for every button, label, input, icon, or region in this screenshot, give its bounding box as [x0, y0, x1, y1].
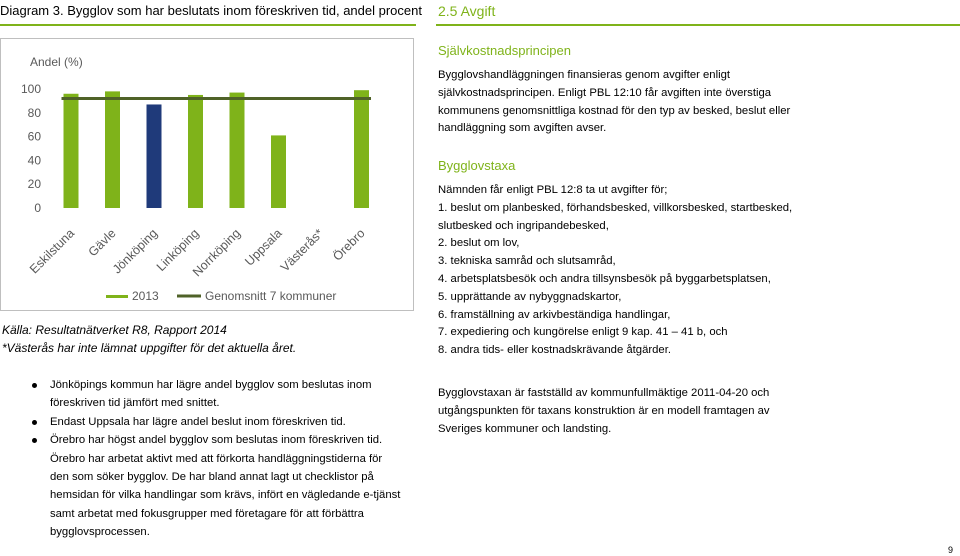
- text-line: Bygglovstaxan är fastställd av kommunfullmäktige 2011-04-20 och: [438, 387, 770, 399]
- title-rule-right: [436, 24, 960, 26]
- text-line: Sveriges kommuner och landsting.: [438, 422, 612, 435]
- x-tick-label: Uppsala: [242, 226, 285, 269]
- diagram-title: Diagram 3. Bygglov som har beslutats inom föreskriven tid, andel procent: [0, 3, 422, 18]
- legend-swatch-2013: [106, 295, 128, 298]
- y-tick-label: 0: [34, 201, 41, 215]
- text-line: Bygglovshandläggningen finansieras genom avgifter enligt: [438, 69, 731, 81]
- chart-source: [2, 321, 296, 357]
- text-line: 8. andra tids- eller kostnadskrävande åtgärder.: [438, 344, 671, 357]
- title-rule-left: [0, 24, 416, 26]
- legend-label-average: Genomsnitt 7 kommuner: [205, 289, 337, 303]
- bullet-item: Jönköpings kommun har lägre andel bygglov som beslutas inom föreskriven tid jämfört med snittet.: [30, 376, 402, 413]
- paragraph-sjalvkostnad: [438, 67, 790, 138]
- text-line: självkostnadsprincipen. Enligt PBL 12:10 får avgiften inte överstiga: [438, 86, 772, 99]
- bullet-item: Endast Uppsala har lägre andel beslut inom föreskriven tid.: [30, 413, 402, 431]
- text-line: 3. tekniska samråd och slutsamråd,: [438, 255, 616, 268]
- x-tick-label: Västerås*: [277, 226, 327, 275]
- text-line: 5. upprättande av nybyggnadskartor,: [438, 290, 622, 303]
- bar-linköping: [188, 95, 203, 208]
- y-axis-label: Andel (%): [30, 55, 83, 69]
- text-line: utgångspunkten för taxans konstruktion är en modell framtagen av: [438, 404, 770, 417]
- bullet-item: Örebro har högst andel bygglov som beslutas inom föreskriven tid. Örebro har arbetat aktivt med att förkorta handläggningstiderna för den som söker bygglov. De har bland annat lagt ut checklistor på hemsidan för vilka handlingar som krävs, infört en vägledande e-tjänst samt arbetat med fokusgrupper med företagare för att förbättra bygglovsprocessen.: [30, 431, 402, 541]
- bar-örebro: [354, 90, 369, 208]
- section-title: 2.5 Avgift: [438, 3, 496, 19]
- source-line: Källa: Resultatnätverket R8, Rapport 2014: [2, 323, 227, 337]
- text-line: Nämnden får enligt PBL 12:8 ta ut avgifter för;: [438, 184, 668, 196]
- text-line: 4. arbetsplatsbesök och andra tillsynsbesök på byggarbetsplatsen,: [438, 272, 771, 285]
- x-tick-label: Jönköping: [109, 226, 161, 277]
- bar-norrköping: [230, 93, 245, 208]
- x-tick-label: Gävle: [85, 226, 119, 260]
- text-line: 1. beslut om planbesked, förhandsbesked, villkorsbesked, startbesked,: [438, 201, 793, 214]
- x-tick-label: Norrköping: [189, 226, 244, 280]
- y-tick-label: 80: [27, 105, 41, 120]
- bullet-list: [30, 376, 402, 542]
- x-tick-label: Eskilstuna: [26, 226, 78, 277]
- text-line: kommunens genomsnittliga kostnad för den typ av besked, beslut eller: [438, 104, 791, 117]
- legend-label-2013: 2013: [132, 289, 159, 303]
- text-line: slutbesked och ingripandebesked,: [438, 219, 609, 232]
- y-tick-label: 60: [27, 129, 41, 144]
- y-tick-label: 20: [27, 177, 41, 192]
- heading-bygglovstaxa: Bygglovstaxa: [438, 158, 516, 173]
- y-tick-label: 40: [27, 153, 41, 168]
- x-tick-label: Linköping: [153, 226, 202, 274]
- paragraph-avgifter: [438, 182, 792, 360]
- text-line: handläggning som avgiften avser.: [438, 122, 607, 135]
- text-line: 2. beslut om lov,: [438, 237, 520, 250]
- footnote-line: *Västerås har inte lämnat uppgifter för det aktuella året.: [2, 341, 297, 355]
- heading-sjalvkostnad: Självkostnadsprincipen: [438, 43, 571, 58]
- page-number: 9: [948, 545, 954, 555]
- text-line: 7. expediering och kungörelse enligt 9 kap. 41 – 41 b, och: [438, 326, 728, 339]
- bar-eskilstuna: [64, 94, 79, 208]
- chart-frame: [0, 38, 414, 311]
- bar-chart: [1, 39, 413, 310]
- bar-jönköping: [147, 104, 162, 208]
- text-line: 6. framställning av arkivbeständiga handlingar,: [438, 308, 671, 321]
- bar-gävle: [105, 91, 120, 208]
- x-tick-label: Örebro: [330, 226, 368, 264]
- bar-uppsala: [271, 135, 286, 208]
- y-tick-label: 100: [20, 82, 41, 96]
- paragraph-fastststalld: [438, 385, 770, 438]
